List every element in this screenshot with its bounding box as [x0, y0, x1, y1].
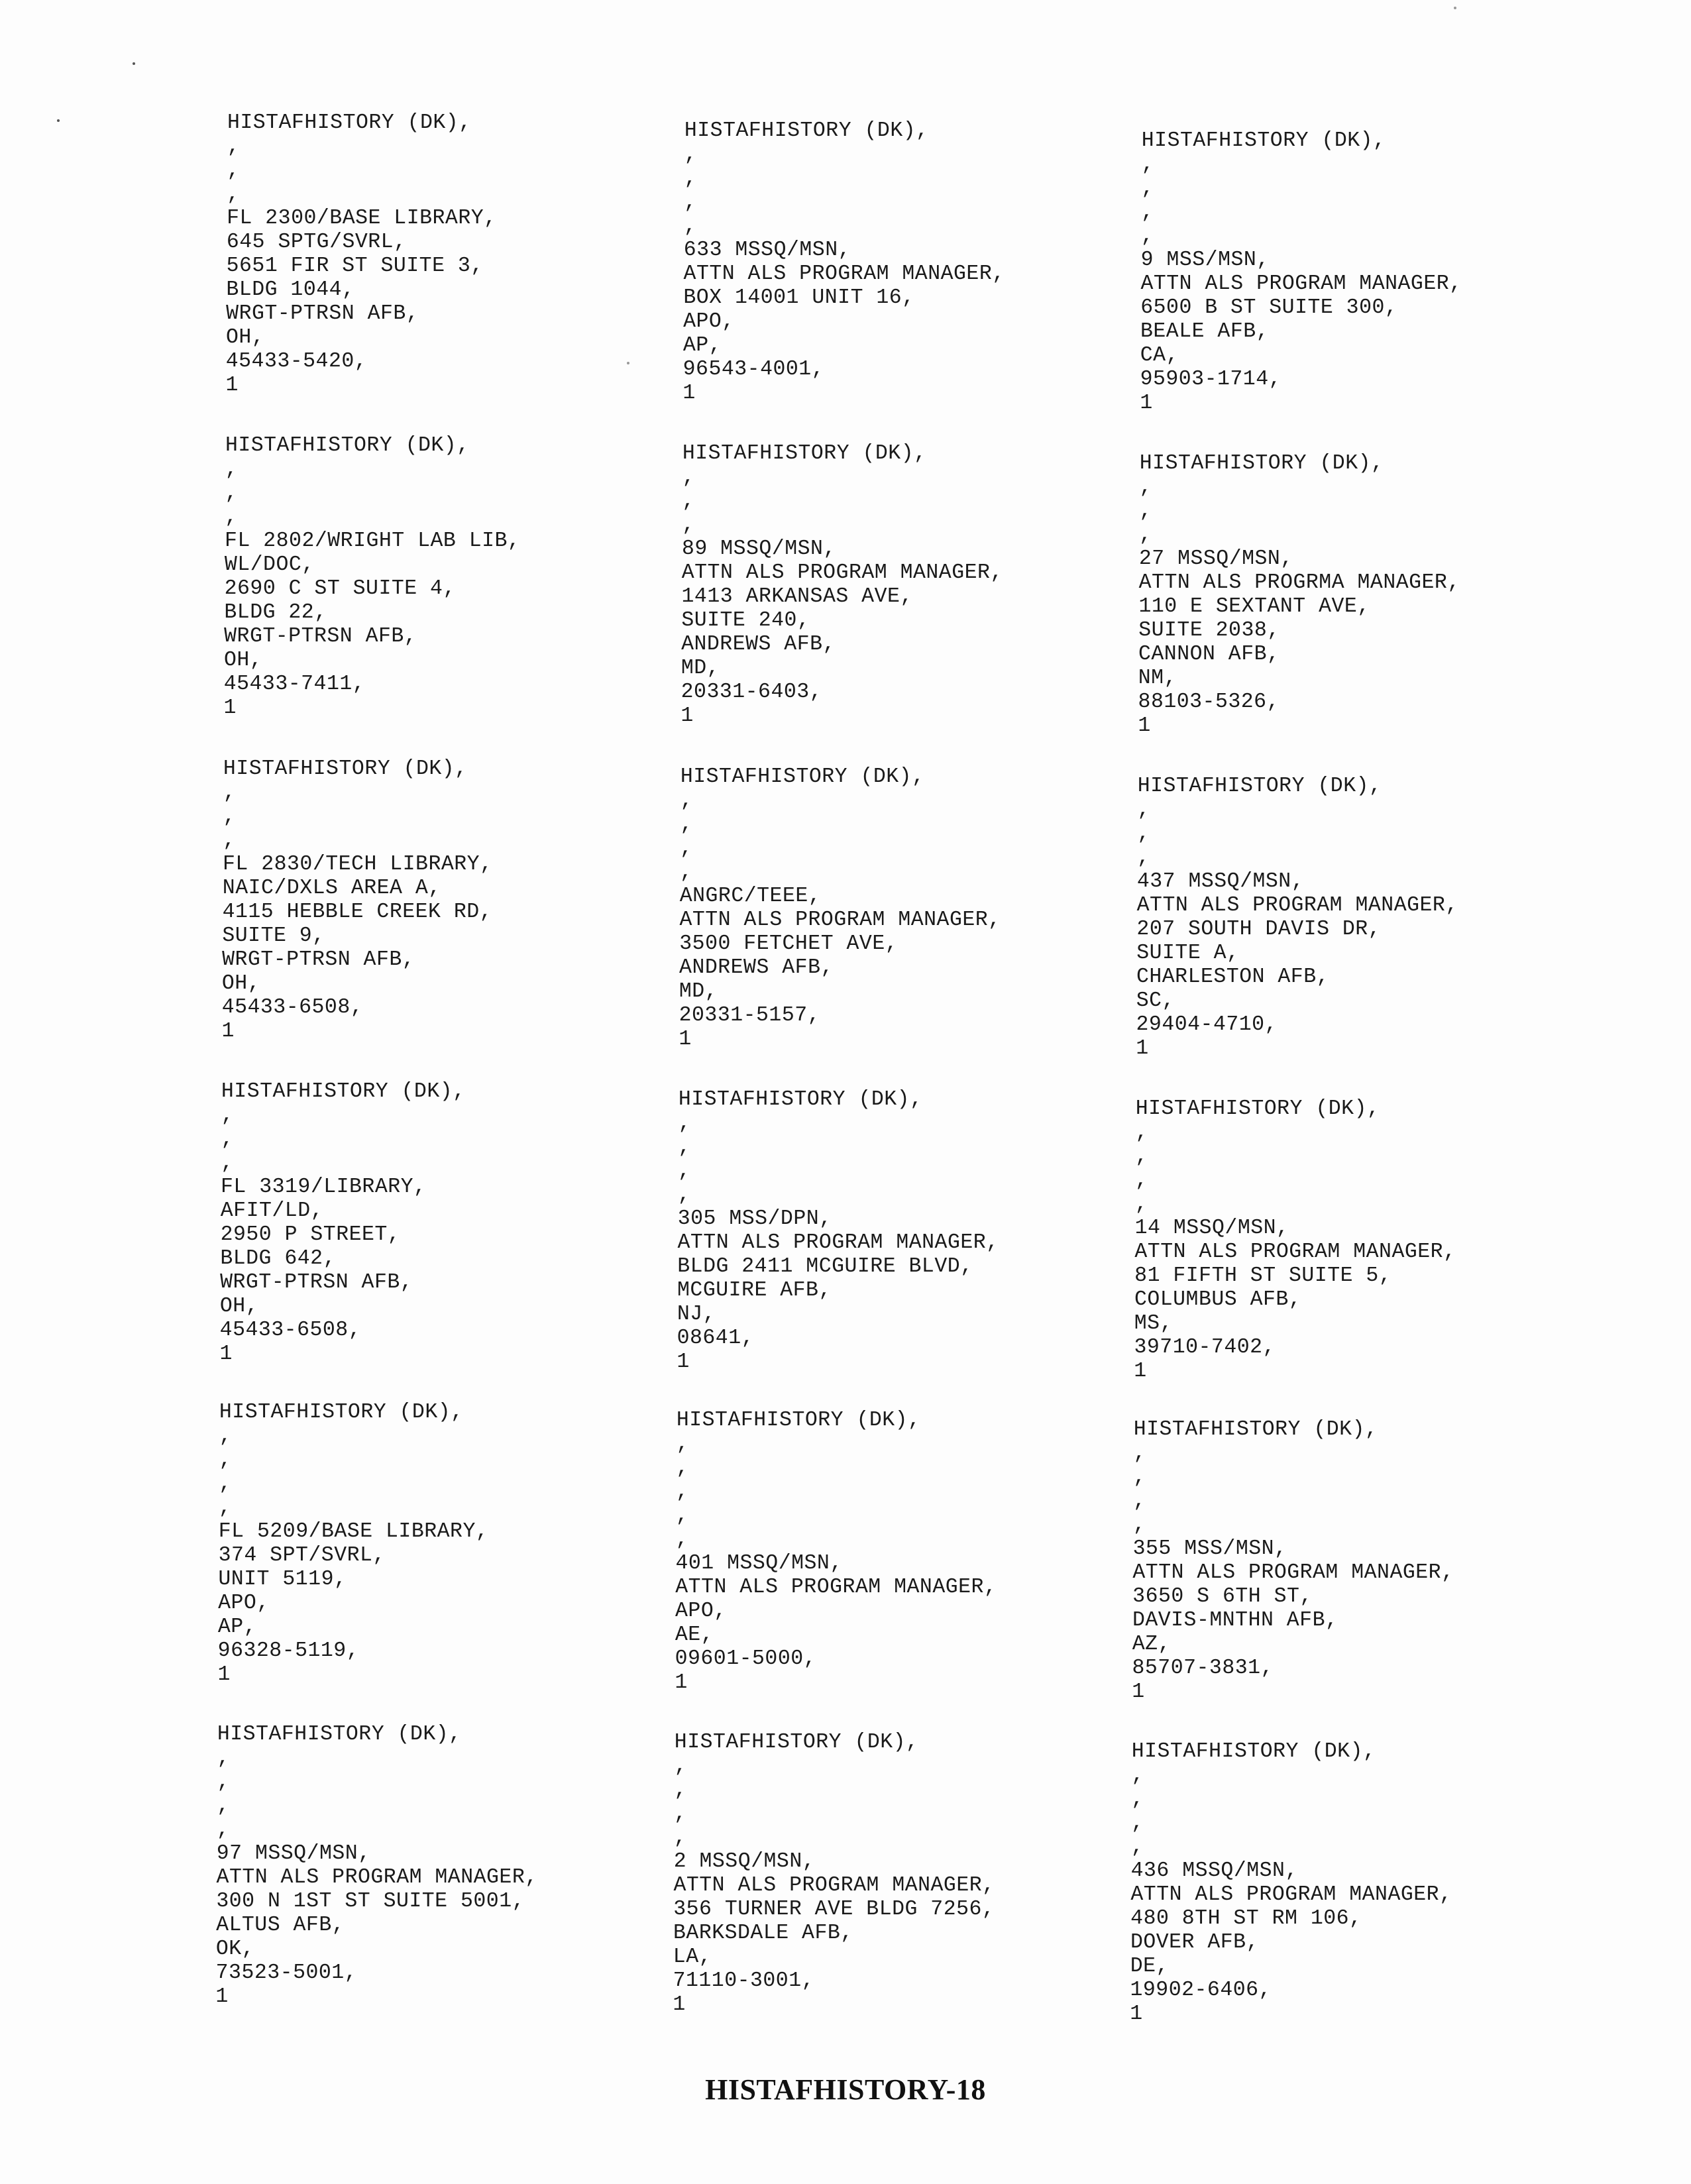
address-line: FL 5209/BASE LIBRARY, [218, 1520, 489, 1543]
address-line: 305 MSS/DPN, [677, 1207, 832, 1230]
address-line: AFIT/LD, [220, 1199, 324, 1223]
entry-header: HISTAFHISTORY (DK), [682, 442, 927, 465]
scan-speck [1454, 7, 1456, 9]
address-line: , [1139, 476, 1152, 499]
address-line: ALTUS AFB, [216, 1914, 345, 1937]
scan-speck [57, 119, 60, 122]
address-line: , [1137, 822, 1150, 846]
address-line: , [219, 1425, 233, 1448]
address-line: 29404-4710, [1136, 1013, 1278, 1036]
address-line: FL 2300/BASE LIBRARY, [227, 207, 497, 230]
address-line: 71110-3001, [673, 1969, 815, 1993]
address-line: 1 [223, 696, 237, 720]
address-line: 08641, [677, 1327, 755, 1350]
address-line: 14 MSSQ/MSN, [1134, 1217, 1289, 1240]
address-line: , [678, 1136, 691, 1159]
address-line: , [219, 1496, 232, 1519]
address-line: , [678, 1160, 691, 1183]
address-line: , [223, 781, 237, 804]
address-line: ATTN ALS PROGRAM MANAGER, [216, 1866, 538, 1889]
address-entry [221, 1080, 698, 1366]
address-line: SUITE A, [1136, 942, 1240, 965]
address-line: 1 [682, 382, 696, 405]
address-line: 1 [225, 374, 239, 397]
entry-header: HISTAFHISTORY (DK), [1133, 1418, 1378, 1441]
address-line: ATTN ALS PROGRAM MANAGER, [673, 1874, 995, 1897]
address-entry [217, 1723, 694, 2009]
entry-header: HISTAFHISTORY (DK), [1141, 129, 1386, 152]
address-line: OH, [223, 649, 263, 672]
scan-speck [133, 62, 135, 65]
address-line: , [673, 1826, 687, 1849]
address-line: , [682, 514, 695, 537]
address-line: , [1141, 177, 1154, 200]
address-line: , [680, 789, 694, 812]
address-line: , [1139, 500, 1152, 523]
address-entry [681, 765, 1158, 1052]
address-line: 81 FIFTH ST SUITE 5, [1134, 1264, 1392, 1287]
address-line: WRGT-PTRSN AFB, [220, 1271, 413, 1294]
address-line: 88103-5326, [1138, 690, 1280, 714]
address-line: 401 MSSQ/MSN, [675, 1552, 843, 1575]
address-line: SUITE 240, [681, 609, 810, 632]
address-line: , [677, 1183, 691, 1207]
address-line: WRGT-PTRSN AFB, [226, 302, 419, 325]
entry-header: HISTAFHISTORY (DK), [217, 1723, 462, 1746]
address-line: ATTN ALS PROGRAM MANAGER, [683, 262, 1005, 286]
address-line: UNIT 5119, [218, 1568, 347, 1591]
address-line: , [1137, 798, 1150, 822]
address-line: MD, [679, 980, 718, 1003]
address-entry [219, 1401, 696, 1687]
address-line: 97 MSSQ/MSN, [216, 1842, 371, 1865]
address-line: , [221, 1128, 234, 1151]
address-line: , [227, 183, 240, 206]
address-line: 45433-6508, [221, 996, 364, 1019]
address-line: , [225, 458, 239, 481]
address-line: , [1135, 1121, 1148, 1144]
address-entry [223, 757, 700, 1044]
address-line: 1 [1132, 1680, 1145, 1704]
address-line: FL 3319/LIBRARY, [221, 1175, 427, 1199]
address-line: , [1141, 153, 1154, 176]
address-line: , [1131, 1764, 1144, 1787]
address-line: 1 [675, 1671, 688, 1694]
address-line: ATTN ALS PROGRAM MANAGER, [1134, 1240, 1456, 1264]
address-entry [1138, 775, 1615, 1061]
address-line: 5651 FIR ST SUITE 3, [226, 254, 484, 278]
address-line: 95903-1714, [1140, 368, 1282, 391]
address-line: 1 [679, 1028, 692, 1051]
address-line: , [676, 1433, 689, 1456]
address-line: , [1133, 1466, 1146, 1489]
address-line: ATTN ALS PROGRAM MANAGER, [677, 1231, 999, 1254]
address-line: BLDG 22, [224, 601, 327, 624]
address-line: OH, [219, 1295, 259, 1318]
address-line: , [683, 215, 697, 238]
address-line: BOX 14001 UNIT 16, [683, 286, 915, 309]
address-line: , [221, 1152, 234, 1175]
scan-speck [627, 362, 629, 364]
address-line: 300 N 1ST ST SUITE 5001, [216, 1890, 525, 1913]
address-line: 27 MSSQ/MSN, [1138, 547, 1293, 571]
address-line: COLUMBUS AFB, [1134, 1288, 1302, 1311]
address-line: 3650 S 6TH ST, [1132, 1585, 1313, 1608]
address-line: 1 [1136, 1037, 1149, 1060]
address-line: 355 MSS/MSN, [1132, 1537, 1287, 1560]
address-line: , [684, 191, 697, 214]
address-entry [684, 119, 1162, 406]
address-line: , [216, 1818, 230, 1841]
address-entry [677, 1409, 1154, 1695]
address-entry [1136, 1097, 1613, 1384]
address-line: 645 SPTG/SVRL, [226, 231, 407, 254]
address-line: 1 [1134, 1360, 1147, 1383]
address-line: 9 MSS/MSN, [1140, 248, 1270, 272]
address-line: , [221, 1104, 235, 1127]
address-line: 1 [677, 1350, 690, 1374]
address-line: OH, [221, 972, 261, 995]
address-entry [1132, 1740, 1609, 2026]
address-line: , [1130, 1835, 1144, 1859]
entry-header: HISTAFHISTORY (DK), [1135, 1097, 1380, 1120]
address-line: , [219, 1448, 232, 1472]
address-entry [679, 1088, 1156, 1374]
address-entry [1140, 452, 1617, 738]
address-line: AP, [682, 334, 722, 357]
address-line: 96543-4001, [682, 358, 825, 381]
address-line: 2950 P STREET, [220, 1223, 401, 1246]
entry-header: HISTAFHISTORY (DK), [1139, 452, 1384, 475]
address-line: AZ, [1132, 1633, 1171, 1656]
address-line: SUITE 9, [222, 924, 325, 948]
address-line: APO, [218, 1592, 270, 1615]
address-line: 20331-6403, [681, 681, 823, 704]
address-line: , [227, 159, 240, 182]
entry-header: HISTAFHISTORY (DK), [223, 757, 468, 781]
address-line: ATTN ALS PROGRAM MANAGER, [679, 908, 1001, 932]
address-line: 1 [1140, 392, 1153, 415]
address-line: , [674, 1802, 687, 1826]
address-line: CANNON AFB, [1138, 643, 1280, 666]
address-line: OH, [225, 326, 265, 349]
address-line: 207 SOUTH DAVIS DR, [1136, 918, 1382, 941]
address-line: CA, [1140, 344, 1179, 367]
address-entry [225, 434, 702, 720]
entry-header: HISTAFHISTORY (DK), [225, 434, 470, 457]
address-line: 39710-7402, [1134, 1336, 1276, 1359]
address-line: , [674, 1755, 687, 1778]
address-line: ATTN ALS PROGRAM MANAGER, [1132, 1561, 1454, 1584]
address-line: 3500 FETCHET AVE, [679, 932, 899, 956]
entry-header: HISTAFHISTORY (DK), [1137, 775, 1382, 798]
address-line: 1 [215, 1985, 229, 2008]
address-line: WRGT-PTRSN AFB, [222, 948, 415, 971]
address-line: CHARLESTON AFB, [1136, 965, 1330, 989]
address-entry [682, 442, 1160, 728]
address-line: SC, [1136, 989, 1175, 1012]
address-line: 2 MSSQ/MSN, [673, 1850, 816, 1873]
address-line: ATTN ALS PROGRAM MANAGER, [1140, 272, 1462, 296]
address-line: , [217, 1771, 230, 1794]
address-line: WRGT-PTRSN AFB, [224, 625, 417, 648]
address-line: APO, [675, 1600, 727, 1623]
address-line: , [676, 1456, 689, 1480]
address-line: , [679, 861, 693, 884]
address-line: , [1131, 1812, 1144, 1835]
entry-header: HISTAFHISTORY (DK), [678, 1088, 923, 1111]
address-line: 1 [1130, 2002, 1143, 2026]
address-line: 73523-5001, [215, 1961, 358, 1985]
address-line: BEALE AFB, [1140, 320, 1270, 343]
address-line: 85707-3831, [1132, 1657, 1274, 1680]
address-line: , [1132, 1513, 1146, 1537]
address-line: 1 [221, 1020, 235, 1043]
address-line: , [217, 1794, 230, 1818]
address-entry [1142, 129, 1619, 415]
address-line: AE, [675, 1623, 714, 1647]
address-line: SUITE 2038, [1138, 619, 1280, 642]
address-line: WL/DOC, [224, 553, 315, 576]
address-line: , [1131, 1788, 1144, 1811]
address-line: 45433-7411, [223, 673, 366, 696]
address-line: 437 MSSQ/MSN, [1136, 870, 1305, 893]
entry-header: HISTAFHISTORY (DK), [680, 765, 925, 789]
address-line: , [1139, 523, 1152, 547]
address-line: 4115 HEBBLE CREEK RD, [222, 901, 493, 924]
address-line: 19902-6406, [1130, 1979, 1272, 2002]
address-line: APO, [683, 310, 735, 333]
address-line: , [678, 1112, 691, 1135]
entry-header: HISTAFHISTORY (DK), [676, 1409, 921, 1432]
address-line: , [1135, 1169, 1148, 1192]
address-line: 110 E SEXTANT AVE, [1138, 595, 1370, 618]
address-line: 1413 ARKANSAS AVE, [681, 585, 913, 608]
address-line: , [684, 143, 698, 166]
address-entry [675, 1731, 1152, 2017]
address-line: DE, [1130, 1955, 1169, 1978]
address-line: ATTN ALS PROGRMA MANAGER, [1138, 571, 1460, 594]
address-line: NM, [1138, 667, 1177, 690]
address-line: 45433-6508, [219, 1319, 362, 1342]
address-line: 1 [1138, 714, 1151, 737]
address-line: , [1141, 201, 1154, 224]
address-line: , [223, 829, 236, 852]
address-line: 436 MSSQ/MSN, [1130, 1859, 1298, 1883]
address-line: 2690 C ST SUITE 4, [224, 577, 456, 600]
address-line: MCGUIRE AFB, [677, 1279, 832, 1302]
address-line: BLDG 2411 MCGUIRE BLVD, [677, 1255, 973, 1278]
entry-header: HISTAFHISTORY (DK), [219, 1401, 464, 1424]
address-line: ANDREWS AFB, [679, 956, 834, 979]
address-line: , [223, 805, 236, 828]
address-line: ANDREWS AFB, [681, 633, 836, 656]
address-line: ANGRC/TEEE, [679, 885, 822, 908]
entry-header: HISTAFHISTORY (DK), [1131, 1740, 1376, 1763]
address-line: , [676, 1480, 689, 1503]
entry-header: HISTAFHISTORY (DK), [674, 1731, 919, 1754]
address-line: , [1134, 1193, 1148, 1216]
address-line: 480 8TH ST RM 106, [1130, 1907, 1362, 1930]
address-line: ATTN ALS PROGRAM MANAGER, [1136, 894, 1458, 917]
address-line: , [1135, 1145, 1148, 1168]
address-line: , [682, 490, 695, 513]
address-line: 6500 B ST SUITE 300, [1140, 296, 1398, 319]
address-line: 45433-5420, [225, 350, 368, 373]
address-line: AP, [217, 1615, 257, 1639]
address-line: MD, [681, 657, 720, 680]
page-footer: HISTAFHISTORY-18 [705, 2073, 986, 2106]
address-line: 96328-5119, [217, 1639, 360, 1663]
address-line: , [1133, 1490, 1146, 1513]
address-line: , [227, 135, 241, 158]
address-line: BARKSDALE AFB, [673, 1922, 853, 1945]
address-line: FL 2830/TECH LIBRARY, [223, 853, 493, 876]
address-line: ATTN ALS PROGRAM MANAGER, [681, 561, 1003, 584]
address-line: , [1140, 225, 1154, 248]
address-line: , [1133, 1442, 1146, 1465]
address-line: 09601-5000, [675, 1647, 817, 1670]
address-line: DOVER AFB, [1130, 1931, 1259, 1954]
address-line: OK, [215, 1938, 255, 1961]
address-line: , [217, 1747, 231, 1770]
address-line: , [674, 1778, 687, 1802]
entry-header: HISTAFHISTORY (DK), [221, 1080, 466, 1103]
address-line: , [675, 1528, 689, 1551]
address-line: NJ, [677, 1303, 716, 1326]
address-line: 374 SPT/SVRL, [218, 1544, 386, 1567]
address-line: ATTN ALS PROGRAM MANAGER, [1130, 1883, 1452, 1906]
address-line: 20331-5157, [679, 1004, 821, 1027]
address-line: BLDG 1044, [226, 278, 355, 301]
address-line: 1 [217, 1663, 231, 1686]
address-line: , [680, 837, 693, 860]
address-entry [1134, 1418, 1611, 1704]
address-line: , [682, 466, 696, 489]
address-line: , [680, 813, 693, 836]
address-line: LA, [673, 1945, 712, 1969]
address-line: , [1137, 846, 1150, 869]
entry-header: HISTAFHISTORY (DK), [227, 111, 472, 135]
address-line: , [225, 482, 238, 505]
address-line: 633 MSSQ/MSN, [683, 239, 851, 262]
address-line: FL 2802/WRIGHT LAB LIB, [225, 529, 521, 553]
address-line: 89 MSSQ/MSN, [681, 537, 836, 561]
address-line: , [225, 506, 238, 529]
address-line: ATTN ALS PROGRAM MANAGER, [675, 1576, 997, 1599]
address-line: BLDG 642, [220, 1247, 336, 1270]
address-line: 1 [681, 704, 694, 728]
address-line: 1 [673, 1993, 686, 2016]
address-line: DAVIS-MNTHN AFB, [1132, 1609, 1338, 1632]
address-line: MS, [1134, 1312, 1173, 1335]
address-line: NAIC/DXLS AREA A, [222, 877, 441, 900]
address-entry [227, 111, 704, 398]
entry-header: HISTAFHISTORY (DK), [684, 119, 929, 142]
address-line: , [675, 1504, 689, 1527]
address-line: , [684, 167, 697, 190]
address-line: 1 [219, 1342, 233, 1366]
address-line: 356 TURNER AVE BLDG 7256, [673, 1898, 995, 1921]
address-line: , [219, 1472, 232, 1496]
